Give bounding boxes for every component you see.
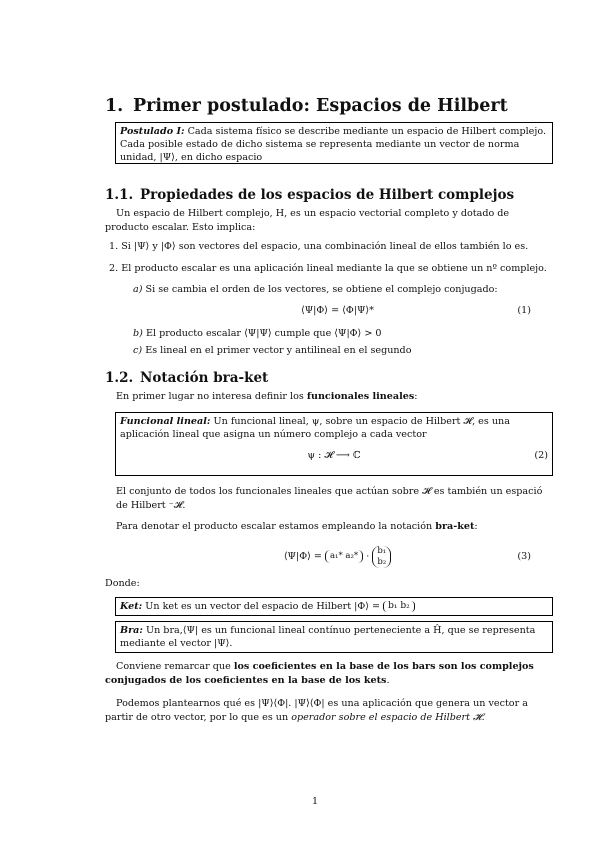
equation-1-number: (1): [517, 305, 531, 316]
remark-paragraph: [105, 660, 555, 687]
equation-2-formula: ψ : 𝓗 ⟶ ℂ: [307, 450, 361, 462]
equation-1-formula: ⟨Ψ|Φ⟩ = ⟨Φ|Ψ⟩*: [301, 305, 374, 316]
sublist-marker: c): [133, 345, 143, 356]
equation-3: [145, 542, 530, 572]
column-vector: [372, 546, 391, 568]
equation-2-number: (2): [534, 450, 548, 462]
subsection-number: 1.2.: [105, 370, 134, 386]
equation-3-body: [145, 542, 530, 572]
subsection-title: Notación bra-ket: [140, 370, 269, 386]
equation-3-lhs: ⟨Ψ|Φ⟩ =: [283, 551, 322, 562]
sub2-intro-text: En primer lugar no interesa definir los: [116, 391, 307, 402]
sublist-item: [133, 283, 553, 297]
sublist-item: [133, 344, 553, 358]
subsection-title: Propiedades de los espacios de Hilbert complejos: [140, 187, 515, 203]
bra-box: [115, 621, 553, 653]
funcional-label: Funcional lineal:: [120, 416, 211, 427]
sublist-item: [133, 327, 553, 341]
equation-2: [120, 449, 548, 462]
page-number: 1: [311, 796, 319, 807]
notation-end: :: [474, 521, 478, 532]
sublist-text: El producto escalar ⟨Ψ|Ψ⟩ cumple que ⟨Ψ|Φ⟩ > 0: [145, 328, 382, 339]
subsection-number: 1.1.: [105, 187, 134, 203]
remark-end: .: [386, 674, 390, 686]
remark-bold: los coeficientes en la base de los bars son los complejos conjugados de los coeficientes en la base de los kets: [105, 661, 534, 686]
operator-text: Podemos plantearnos qué es |Ψ⟩⟨Φ|. |Ψ⟩⟨Φ| es una aplicación que genera un vector a partir de otro vector, por lo que es un: [105, 698, 528, 723]
column-entry-top: b₁: [377, 545, 387, 556]
column-entry-bottom: b₂: [377, 556, 387, 567]
sub2-intro: [116, 390, 556, 404]
remark-text: Conviene remarcar que: [116, 661, 234, 672]
ket-vector: b₁ b₂: [383, 601, 415, 612]
equation-3-number: (3): [517, 551, 531, 562]
operator-italic: operador sobre el espacio de Hilbert 𝓗: [291, 711, 482, 723]
row-vector: a₁* a₂*: [325, 550, 363, 563]
dot-operator: ·: [366, 551, 370, 562]
section-number: 1.: [105, 96, 124, 116]
postulate-box: [115, 122, 553, 164]
operator-end: .: [481, 711, 485, 723]
notation-paragraph: [116, 520, 556, 534]
list-text: El producto escalar es una aplicación lineal mediante la que se obtiene un nº complejo.: [121, 263, 547, 274]
ket-box: [115, 597, 553, 616]
bra-text: Un bra,⟨Ψ| es un funcional lineal contínuo perteneciente a Ĥ, que se representa mediante el vector |Ψ⟩.: [120, 625, 536, 650]
notation-text: Para denotar el producto escalar estamos empleando la notación: [116, 521, 436, 532]
postulate-label: Postulado I:: [120, 126, 185, 137]
sub1-intro: Un espacio de Hilbert complejo, H, es un espacio vectorial completo y dotado de producto escalar. Esto implica:: [105, 208, 510, 233]
subsection-1-1-heading: [105, 187, 514, 203]
ket-label: Ket:: [120, 601, 143, 612]
equation-1: [145, 304, 530, 318]
donde-label: Donde:: [105, 578, 140, 589]
sublist-text: Si se cambia el orden de los vectores, se obtiene el complejo conjugado:: [145, 284, 498, 295]
list-item: [109, 262, 559, 276]
list-item: [109, 240, 559, 254]
sub2-intro-end: :: [414, 391, 418, 402]
subsection-1-2-heading: [105, 370, 268, 386]
notation-bold: bra-ket: [435, 521, 475, 532]
funcional-text: Un funcional lineal, ψ, sobre un espacio de Hilbert 𝓗, es una aplicación lineal que asigna un número complejo a cada vector: [120, 416, 510, 441]
bra-label: Bra:: [120, 625, 143, 636]
sublist-marker: a): [133, 284, 143, 295]
list-text: Si |Ψ⟩ y |Φ⟩ son vectores del espacio, una combinación lineal de ellos también lo es.: [121, 241, 529, 252]
postulate-text: Cada sistema físico se describe mediante un espacio de Hilbert complejo. Cada posible estado de dicho sistema se representa mediante un vector de norma unidad, |Ψ⟩, en dicho espacio: [120, 126, 546, 164]
ket-text: Un ket es un vector del espacio de Hilbert |Φ⟩ =: [145, 601, 381, 612]
sub2-intro-bold: funcionales lineales: [306, 391, 415, 402]
list-marker: 1.: [109, 241, 119, 252]
sublist-marker: b): [133, 328, 143, 339]
section-title: Primer postulado: Espacios de Hilbert: [133, 96, 508, 116]
funcional-box: [115, 412, 553, 476]
section-heading: [105, 96, 508, 116]
dual-space-paragraph: El conjunto de todos los funcionales lineales que actúan sobre 𝓗 es también un espació de Hilbert ⁻𝓗.: [116, 486, 543, 511]
operator-paragraph: [105, 697, 555, 724]
list-marker: 2.: [109, 263, 119, 274]
sublist-text: Es lineal en el primer vector y antilineal en el segundo: [145, 345, 412, 356]
